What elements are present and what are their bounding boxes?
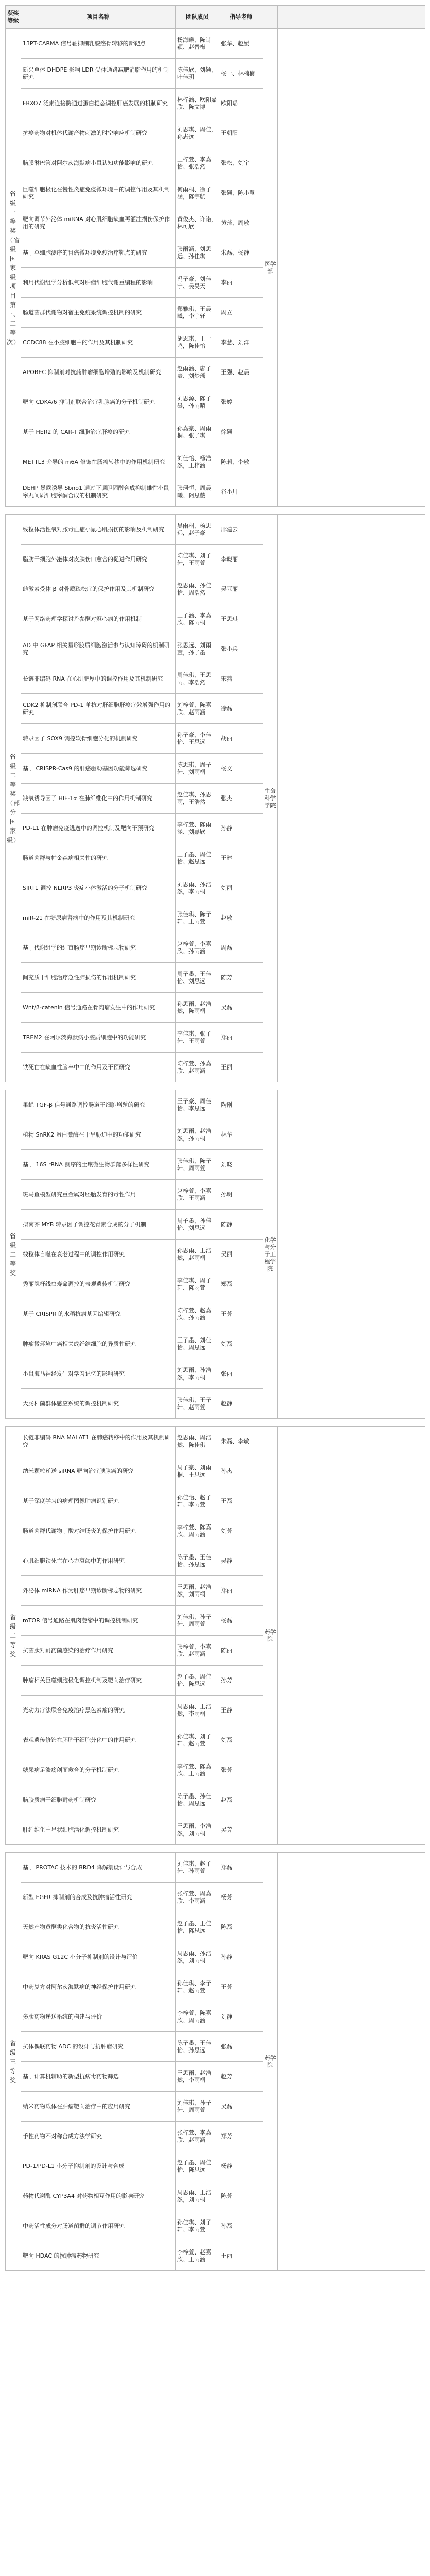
team-members-cell: 王子墨、刘佳怡、周思远 [176, 1329, 219, 1359]
project-name-cell: PD-L1 在肿瘤免疫逃逸中的调控机制及靶向干预研究 [21, 814, 176, 843]
grade-cell: 省级一等奖（省级国家级项目第一、二等次） [6, 29, 21, 507]
team-members-cell: 孙佳琪、刘子轩、赵雨萱 [176, 1725, 219, 1755]
table-row [6, 1853, 425, 1883]
team-members-cell: 王思雨、赵浩然，刘雨桐 [176, 1576, 219, 1606]
project-name-cell: 外泌体 miRNA 作为肝癌早期诊断标志物的研究 [21, 1576, 176, 1606]
section-gap-cell [6, 1082, 425, 1090]
project-name-cell: 靶向 KRAS G12C 小分子抑制剂的设计与评价 [21, 1942, 176, 1972]
team-members-cell: 郑雅琪、王晨曦，李宇轩 [176, 298, 219, 328]
team-members-cell: 刘佳琪、孙子轩、周雨萱 [176, 2092, 219, 2122]
advisor-cell: 刘丽 [219, 873, 263, 903]
advisor-cell: 张颖、陈小慧 [219, 178, 263, 208]
advisor-cell: 王建 [219, 843, 263, 873]
project-name-cell: miR-21 在糖尿病肾病中的作用及其机制研究 [21, 903, 176, 933]
project-name-cell: 抗癌药物对机体代谢产物刺激的时空响应机制研究 [21, 118, 176, 148]
department-cell [263, 29, 278, 507]
team-members-cell: 李梓萱、赵嘉欣、王雨涵 [176, 2241, 219, 2271]
project-name-cell: 肿瘤微环境中癌相关成纤维细胞的异质性研究 [21, 1329, 176, 1359]
advisor-cell: 刘磊 [219, 1329, 263, 1359]
team-members-cell: 孙佳琪、刘子轩、李雨萱 [176, 2211, 219, 2241]
advisor-cell: 李丽 [219, 268, 263, 298]
advisor-cell: 吴磊 [219, 993, 263, 1023]
team-members-cell: 张梓萱、李嘉欣、赵雨涵 [176, 1636, 219, 1666]
project-name-cell: CCDC88 在小胶细胞中的作用及其机制研究 [21, 328, 176, 358]
team-members-cell: 王子涵、李嘉欣、陈雨桐 [176, 604, 219, 634]
team-members-cell: 何雨桐、徐子涵，陈宇航 [176, 178, 219, 208]
section-gap-cell [6, 507, 425, 515]
team-members-cell: 张梓萱、李嘉欣、赵雨涵 [176, 2122, 219, 2151]
team-members-cell: 刘思源、陈子墨，孙雨晴 [176, 387, 219, 417]
project-name-cell: 基于 PROTAC 技术的 BRD4 降解剂设计与合成 [21, 1853, 176, 1883]
project-name-cell: 基于网络药理学探讨丹参酮对冠心病的作用机制 [21, 604, 176, 634]
team-members-cell: 胡思琪、王一鸣，陈佳怡 [176, 328, 219, 358]
advisor-cell: 刘磊 [219, 1725, 263, 1755]
team-members-cell: 陈思琪、周子轩、刘雨桐 [176, 754, 219, 784]
advisor-cell: 杨文 [219, 754, 263, 784]
advisor-cell: 王朝阳 [219, 118, 263, 148]
project-name-cell: 新型 EGFR 抑制剂的合成及抗肿瘤活性研究 [21, 1883, 176, 1912]
advisor-cell: 张杰 [219, 784, 263, 814]
team-members-cell: 陈梓萱、赵嘉欣、孙雨涵 [176, 1299, 219, 1329]
advisor-cell: 谷小川 [219, 477, 263, 507]
project-name-cell: 小鼠海马神经发生对学习记忆的影响研究 [21, 1359, 176, 1389]
project-name-cell: 长链非编码 RNA MALAT1 在肺癌转移中的作用及其机制研究 [21, 1427, 176, 1456]
team-members-cell: 张雨涵、刘思远、孙佳琪 [176, 238, 219, 268]
grade-cell: 省级二等奖 [6, 1090, 21, 1419]
advisor-cell: 张华、赵媛 [219, 29, 263, 59]
team-members-cell: 李梓萱、陈嘉欣、周雨涵 [176, 1516, 219, 1546]
project-name-cell: APOBEC 抑制剂对抗药肿瘤细胞增殖的影响及机制研究 [21, 358, 176, 387]
advisor-cell: 宋燕 [219, 664, 263, 694]
advisor-cell: 吴丽 [219, 1240, 263, 1269]
department-cell [263, 1090, 278, 1419]
team-members-cell: 冯子豪、刘佳宁、吴昊天 [176, 268, 219, 298]
project-name-cell: 秀丽隐杆线虫寿命调控的表观遗传机制研究 [21, 1269, 176, 1299]
project-name-cell: 新兴单体 DHDPE 影响 LDR 受体通路减肥消脂作用的机制研究 [21, 59, 176, 89]
advisor-cell: 王丽 [219, 1053, 263, 1082]
team-members-cell: 陈子墨、王佳怡、孙思远 [176, 1546, 219, 1576]
blank-cell [278, 29, 425, 507]
team-members-cell: 刘佳怡、杨浩然，王梓涵 [176, 447, 219, 477]
team-members-cell: 刘佳琪、孙子轩、周雨萱 [176, 1606, 219, 1636]
project-name-cell: 中药活性成分对肠道菌群的调节作用研究 [21, 2211, 176, 2241]
team-members-cell: 张佳琪、王子轩、赵雨萱 [176, 1389, 219, 1419]
project-name-cell: AD 中 GFAP 相关星形胶质细胞激活参与认知障碍的机制研究 [21, 634, 176, 664]
header-advisor: 指导老师 [219, 6, 263, 29]
project-name-cell: 长链非编码 RNA 在心肌肥厚中的调控作用及其机制研究 [21, 664, 176, 694]
department-label: 医学部 [264, 260, 276, 275]
project-name-cell: 脂肪干细胞外泌体对皮肤伤口愈合的促进作用研究 [21, 545, 176, 574]
team-members-cell: 周子豪、刘雨桐、王思远 [176, 1456, 219, 1486]
team-members-cell: 赵雨涵、唐子豪、刘梦瑶 [176, 358, 219, 387]
table-row [6, 29, 425, 59]
advisor-cell: 杨磊 [219, 1606, 263, 1636]
advisor-cell: 吴静 [219, 1546, 263, 1576]
project-name-cell: 大肠杆菌群体感应系统的调控机制研究 [21, 1389, 176, 1419]
project-name-cell: 天然产物黄酮类化合物的抗炎活性研究 [21, 1912, 176, 1942]
project-name-cell: 肿瘤相关巨噬细胞极化调控机制及靶向治疗研究 [21, 1666, 176, 1696]
project-name-cell: 间充质干细胞治疗急性肺损伤的作用机制研究 [21, 963, 176, 993]
team-members-cell: 陈佳欣、刘颖，叶佳玥 [176, 59, 219, 89]
project-name-cell: 靶向 CDK4/6 抑制剂联合治疗乳腺癌的分子机制研究 [21, 387, 176, 417]
project-name-cell: 缺氧诱导因子 HIF-1α 在肺纤维化中的作用机制研究 [21, 784, 176, 814]
advisor-cell: 陶刚 [219, 1090, 263, 1120]
team-members-cell: 李梓萱、陈嘉欣、周雨涵 [176, 2002, 219, 2032]
team-members-cell: 李梓萱、陈嘉欣、王雨涵 [176, 1755, 219, 1785]
awards-table [5, 5, 425, 2271]
team-members-cell: 周子墨、孙佳怡、刘思远 [176, 1210, 219, 1240]
advisor-cell: 赵静 [219, 1389, 263, 1419]
project-name-cell: 靶向 HDAC 的抗肿瘤药物研究 [21, 2241, 176, 2271]
advisor-cell: 吴磊 [219, 2092, 263, 2122]
project-name-cell: 抗菌肽对耐药菌感染的治疗作用研究 [21, 1636, 176, 1666]
team-members-cell: 王梓萱、李嘉怡、张浩然 [176, 148, 219, 178]
advisor-cell: 王强、赵晨 [219, 358, 263, 387]
advisor-cell: 张磊 [219, 2032, 263, 2062]
advisor-cell: 陈磊 [219, 1912, 263, 1942]
advisor-cell: 杨一、林楠楠 [219, 59, 263, 89]
team-members-cell: 周佳琪、王思雨、李浩然 [176, 664, 219, 694]
advisor-cell: 郑丽 [219, 1023, 263, 1053]
department-label: 药学院 [264, 2054, 276, 2069]
project-name-cell: 光动力疗法联合免疫治疗黑色素瘤的研究 [21, 1696, 176, 1725]
team-members-cell: 王思雨、赵浩然，李雨桐 [176, 2062, 219, 2092]
advisor-cell: 刘芳 [219, 1516, 263, 1546]
section-gap-cell [6, 1845, 425, 1853]
department-label: 药学院 [264, 1628, 276, 1642]
department-cell [263, 515, 278, 1082]
project-name-cell: PD-1/PD-L1 小分子抑制剂的设计与合成 [21, 2151, 176, 2181]
department-cell [263, 1853, 278, 2271]
project-name-cell: 纳米颗粒递送 siRNA 靶向治疗胰腺癌的研究 [21, 1456, 176, 1486]
advisor-cell: 胡丽 [219, 724, 263, 754]
table-header-row [6, 6, 425, 29]
grade-cell: 省级三等奖 [6, 1853, 21, 2271]
advisor-cell: 杨静 [219, 2151, 263, 2181]
team-members-cell: 孙子豪、李佳怡、王思远 [176, 724, 219, 754]
project-name-cell: 雌激素受体 β 对骨质疏松症的保护作用及其机制研究 [21, 574, 176, 604]
project-name-cell: 基于代谢组学的结直肠癌早期诊断标志物研究 [21, 933, 176, 963]
team-members-cell: 赵梓萱、李嘉欣、王雨涵 [176, 1180, 219, 1210]
team-members-cell: 杨海曦、陈诗颖、赵晋梅 [176, 29, 219, 59]
advisor-cell: 刘静 [219, 2002, 263, 2032]
project-name-cell: Wnt/β-catenin 信号通路在骨肉瘤发生中的作用研究 [21, 993, 176, 1023]
table-row [6, 1090, 425, 1120]
team-members-cell: 王子豪、周佳怡、李思远 [176, 1090, 219, 1120]
advisor-cell: 邢建云 [219, 515, 263, 545]
project-name-cell: 利用代谢组学分析低氧对肿瘤细胞代谢重编程的影响 [21, 268, 176, 298]
advisor-cell: 朱磊、杨静 [219, 238, 263, 268]
advisor-cell: 吴芳 [219, 1815, 263, 1845]
advisor-cell: 郑磊 [219, 1853, 263, 1883]
project-name-cell: 基于深度学习的病理图像肿瘤识别研究 [21, 1486, 176, 1516]
team-members-cell: 黄俊杰、许诺，林可欣 [176, 208, 219, 238]
advisor-cell: 周磊 [219, 933, 263, 963]
project-name-cell: 表观遗传修饰在胚胎干细胞分化中的作用研究 [21, 1725, 176, 1755]
project-name-cell: SIRT1 调控 NLRP3 炎症小体激活的分子机制研究 [21, 873, 176, 903]
team-members-cell: 孙思雨、王浩然，赵雨桐 [176, 1240, 219, 1269]
section-gap-cell [6, 1419, 425, 1427]
advisor-cell: 赵敏 [219, 903, 263, 933]
team-members-cell: 刘梓萱、陈嘉欣、赵雨涵 [176, 694, 219, 724]
team-members-cell: 林梓涵、欧阳嘉欣、陈文博 [176, 89, 219, 118]
team-members-cell: 孙思雨、赵浩然，陈雨桐 [176, 993, 219, 1023]
advisor-cell: 王芳 [219, 1972, 263, 2002]
team-members-cell: 陈梓萱、孙嘉欣、赵雨涵 [176, 1053, 219, 1082]
advisor-cell: 赵芳 [219, 2062, 263, 2092]
advisor-cell: 王思琪 [219, 604, 263, 634]
project-name-cell: 基于 CRISPR-Cas9 的肝癌驱动基因功能筛选研究 [21, 754, 176, 784]
project-name-cell: 斑马鱼模型研究重金属对胚胎发育的毒性作用 [21, 1180, 176, 1210]
header-people: 团队成员 [176, 6, 219, 29]
team-members-cell: 周思雨、王浩然，刘雨桐 [176, 2181, 219, 2211]
header-grade: 获奖等级 [6, 6, 21, 29]
team-members-cell: 刘佳琪、赵子轩、孙雨萱 [176, 1853, 219, 1883]
advisor-cell: 王芳 [219, 1299, 263, 1329]
table-row [6, 515, 425, 545]
team-members-cell: 吴雨桐、杨思远，赵子豪 [176, 515, 219, 545]
advisor-cell: 孙磊 [219, 2211, 263, 2241]
project-name-cell: 13PT-CARMA 信号轴抑制乳腺癌骨转移的新靶点 [21, 29, 176, 59]
advisor-cell: 孙明 [219, 1180, 263, 1210]
team-members-cell: 张佳琪、陈子轩、周雨萱 [176, 1150, 219, 1180]
advisor-cell: 王静 [219, 1696, 263, 1725]
team-members-cell: 孙佳琪、李子轩、赵雨萱 [176, 1972, 219, 2002]
team-members-cell: 李佳琪、张子轩、王雨萱 [176, 1023, 219, 1053]
advisor-cell: 郑磊 [219, 1269, 263, 1299]
advisor-cell: 张小兵 [219, 634, 263, 664]
advisor-cell: 孙静 [219, 814, 263, 843]
blank-cell [278, 1090, 425, 1419]
advisor-cell: 徐颖 [219, 417, 263, 447]
advisor-cell: 陈丽 [219, 1636, 263, 1666]
header-project: 项目名称 [21, 6, 176, 29]
team-members-cell: 刘思雨、孙浩然，李雨桐 [176, 873, 219, 903]
advisor-cell: 朱磊、李敏 [219, 1427, 263, 1456]
advisor-cell: 周立 [219, 298, 263, 328]
team-members-cell: 陈子墨、孙佳怡、周思远 [176, 1785, 219, 1815]
advisor-cell: 孙杰 [219, 1456, 263, 1486]
advisor-cell: 孙静 [219, 1942, 263, 1972]
project-name-cell: 脑胶质瘤干细胞耐药机制研究 [21, 1785, 176, 1815]
project-name-cell: 植物 SnRK2 蛋白激酶在干旱胁迫中的功能研究 [21, 1120, 176, 1150]
table-body [6, 29, 425, 2271]
team-members-cell: 周思雨、王浩然，李雨桐 [176, 1696, 219, 1725]
advisor-cell: 欧阳瑶 [219, 89, 263, 118]
team-members-cell: 赵子墨、周佳怡、陈思远 [176, 1666, 219, 1696]
table-row [6, 1427, 425, 1456]
section-gap [6, 1082, 425, 1090]
section-gap [6, 1419, 425, 1427]
section-gap [6, 507, 425, 515]
team-members-cell: 周子墨、王佳怡、刘思远 [176, 963, 219, 993]
department-label: 生命科学学院 [264, 787, 276, 809]
advisor-cell: 王磊 [219, 1486, 263, 1516]
project-name-cell: 果蝇 TGF-β 信号通路调控肠道干细胞增殖的研究 [21, 1090, 176, 1120]
project-name-cell: 药物代谢酶 CYP3A4 对药物相互作用的影响研究 [21, 2181, 176, 2211]
project-name-cell: mTOR 信号通路在肌肉萎缩中的调控机制研究 [21, 1606, 176, 1636]
team-members-cell: 刘思琪、周佳，孙志远 [176, 118, 219, 148]
project-name-cell: 脑膜淋巴管对阿尔茨海默病小鼠认知功能影响的研究 [21, 148, 176, 178]
advisor-cell: 刘晓 [219, 1150, 263, 1180]
header-dept [263, 6, 278, 29]
team-members-cell: 张思远、刘雨萱，孙子墨 [176, 634, 219, 664]
advisor-cell: 李晓丽 [219, 545, 263, 574]
team-members-cell: 陈子墨、王佳怡、孙思远 [176, 2032, 219, 2062]
department-cell [263, 1427, 278, 1845]
advisor-cell: 张丽 [219, 1359, 263, 1389]
advisor-cell: 赵磊 [219, 1785, 263, 1815]
advisor-cell: 张芳 [219, 1755, 263, 1785]
project-name-cell: 心肌细胞铁死亡在心力衰竭中的作用研究 [21, 1546, 176, 1576]
team-members-cell: 张梓萱、周嘉欣、李雨涵 [176, 1883, 219, 1912]
team-members-cell: 李梓萱、陈雨涵、刘嘉欣 [176, 814, 219, 843]
advisor-cell: 陈静 [219, 1210, 263, 1240]
team-members-cell: 周思雨、孙浩然，刘雨桐 [176, 1942, 219, 1972]
advisor-cell: 陈莉、李敏 [219, 447, 263, 477]
department-label: 化学与分子工程学院 [264, 1236, 276, 1272]
advisor-cell: 陈芳 [219, 2181, 263, 2211]
advisor-cell: 吴亚丽 [219, 574, 263, 604]
grade-cell: 省级二等奖（部分国家级） [6, 515, 21, 1082]
advisor-cell: 孙芳 [219, 1666, 263, 1696]
team-members-cell: 张佳琪、陈子轩、王雨萱 [176, 903, 219, 933]
team-members-cell: 赵子墨、王佳怡、陈思远 [176, 1912, 219, 1942]
advisor-cell: 张松、刘宇 [219, 148, 263, 178]
project-name-cell: 线粒体活性氧对脓毒血症小鼠心肌损伤的影响及机制研究 [21, 515, 176, 545]
project-name-cell: DEHP 暴露诱导 Sbno1 通过下调胆固醇合成抑制雄性小鼠睾丸间质细胞睾酮合成的机制研究 [21, 477, 176, 507]
project-name-cell: 肠道菌群与帕金森病相关性的研究 [21, 843, 176, 873]
project-name-cell: 靶向调节外泌体 miRNA 对心肌细胞缺血再灌注损伤保护作用的研究 [21, 208, 176, 238]
project-name-cell: TREM2 在阿尔茨海默病小胶质细胞中的功能研究 [21, 1023, 176, 1053]
section-gap [6, 1845, 425, 1853]
advisor-cell: 李慧、刘洋 [219, 328, 263, 358]
team-members-cell: 赵梓萱、李嘉欣、孙雨涵 [176, 933, 219, 963]
project-name-cell: 巨噬细胞极化在慢性炎症免疫微环境中的调控作用及其机制研究 [21, 178, 176, 208]
project-name-cell: 抗体偶联药物 ADC 的设计与抗肿瘤研究 [21, 2032, 176, 2062]
advisor-cell: 张婷 [219, 387, 263, 417]
project-name-cell: 线粒体自噬在衰老过程中的调控作用研究 [21, 1240, 176, 1269]
advisor-cell: 杨芳 [219, 1883, 263, 1912]
team-members-cell: 赵佳琪、孙思雨，王浩然 [176, 784, 219, 814]
team-members-cell: 赵子墨、周佳怡、陈思远 [176, 2151, 219, 2181]
project-name-cell: 基于 CRISPR 的水稻抗病基因编辑研究 [21, 1299, 176, 1329]
team-members-cell: 孙嘉豪、周雨桐、张子琪 [176, 417, 219, 447]
project-name-cell: 肠道菌群代谢物丁酸对结肠炎的保护作用研究 [21, 1516, 176, 1546]
grade-cell: 省级二等奖 [6, 1427, 21, 1845]
project-name-cell: 肝纤维化中星状细胞活化调控机制研究 [21, 1815, 176, 1845]
project-name-cell: 手性药物不对称合成方法学研究 [21, 2122, 176, 2151]
advisor-cell: 徐磊 [219, 694, 263, 724]
advisor-cell: 林华 [219, 1120, 263, 1150]
project-name-cell: 拟南芥 MYB 转录因子调控花青素合成的分子机制 [21, 1210, 176, 1240]
advisor-cell: 郑丽 [219, 1576, 263, 1606]
team-members-cell: 刘思雨、赵浩然，孙雨桐 [176, 1120, 219, 1150]
header-spacer [278, 6, 425, 29]
team-members-cell: 刘思雨、孙浩然，李雨桐 [176, 1359, 219, 1389]
project-name-cell: 基于 HER2 的 CAR-T 细胞治疗肝癌的研究 [21, 417, 176, 447]
project-name-cell: 纳米药物载体在肿瘤靶向治疗中的应用研究 [21, 2092, 176, 2122]
advisor-cell: 郑芳 [219, 2122, 263, 2151]
team-members-cell: 赵思雨、孙佳怡、周浩然 [176, 574, 219, 604]
advisor-cell: 黄琦、周敏 [219, 208, 263, 238]
team-members-cell: 王子墨、周佳怡、赵思远 [176, 843, 219, 873]
blank-cell [278, 1427, 425, 1845]
project-name-cell: 基于计算机辅助的新型抗病毒药物筛选 [21, 2062, 176, 2092]
blank-cell [278, 515, 425, 1082]
project-name-cell: METTL3 介导的 m6A 修饰在肠癌转移中的作用机制研究 [21, 447, 176, 477]
advisor-cell: 王丽 [219, 2241, 263, 2271]
project-name-cell: 铁死亡在缺血性脑卒中中的作用及干预研究 [21, 1053, 176, 1082]
project-name-cell: 基于 16S rRNA 测序的土壤微生物群落多样性研究 [21, 1150, 176, 1180]
project-name-cell: 肠道菌群代谢物对宿主免疫系统调控机制的研究 [21, 298, 176, 328]
advisor-cell: 陈芳 [219, 963, 263, 993]
project-name-cell: CDK2 抑制剂联合 PD-1 单抗对肝细胞肝癌疗效增强作用的研究 [21, 694, 176, 724]
project-name-cell: 糖尿病足溃疡创面愈合的分子机制研究 [21, 1755, 176, 1785]
project-name-cell: 基于单细胞测序的胃癌微环境免疫治疗靶点的研究 [21, 238, 176, 268]
team-members-cell: 赵思雨、周浩然、陈佳琪 [176, 1427, 219, 1456]
team-members-cell: 孙佳怡、赵子轩、李雨萱 [176, 1486, 219, 1516]
project-name-cell: FBXO7 泛素连接酶通过蛋白稳态调控肝癌发展的机制研究 [21, 89, 176, 118]
project-name-cell: 转录因子 SOX9 调控软骨细胞分化的机制研究 [21, 724, 176, 754]
team-members-cell: 李佳琪、周子轩、陈雨萱 [176, 1269, 219, 1299]
team-members-cell: 陈佳琪、刘子轩，王雨萱 [176, 545, 219, 574]
blank-cell [278, 1853, 425, 2271]
team-members-cell: 王思雨、李浩然，刘雨桐 [176, 1815, 219, 1845]
team-members-cell: 张珂恒、周晨曦、阿思薇 [176, 477, 219, 507]
project-name-cell: 中药复方对阿尔茨海默病的神经保护作用研究 [21, 1972, 176, 2002]
project-name-cell: 多肽药物递送系统的构建与评价 [21, 2002, 176, 2032]
